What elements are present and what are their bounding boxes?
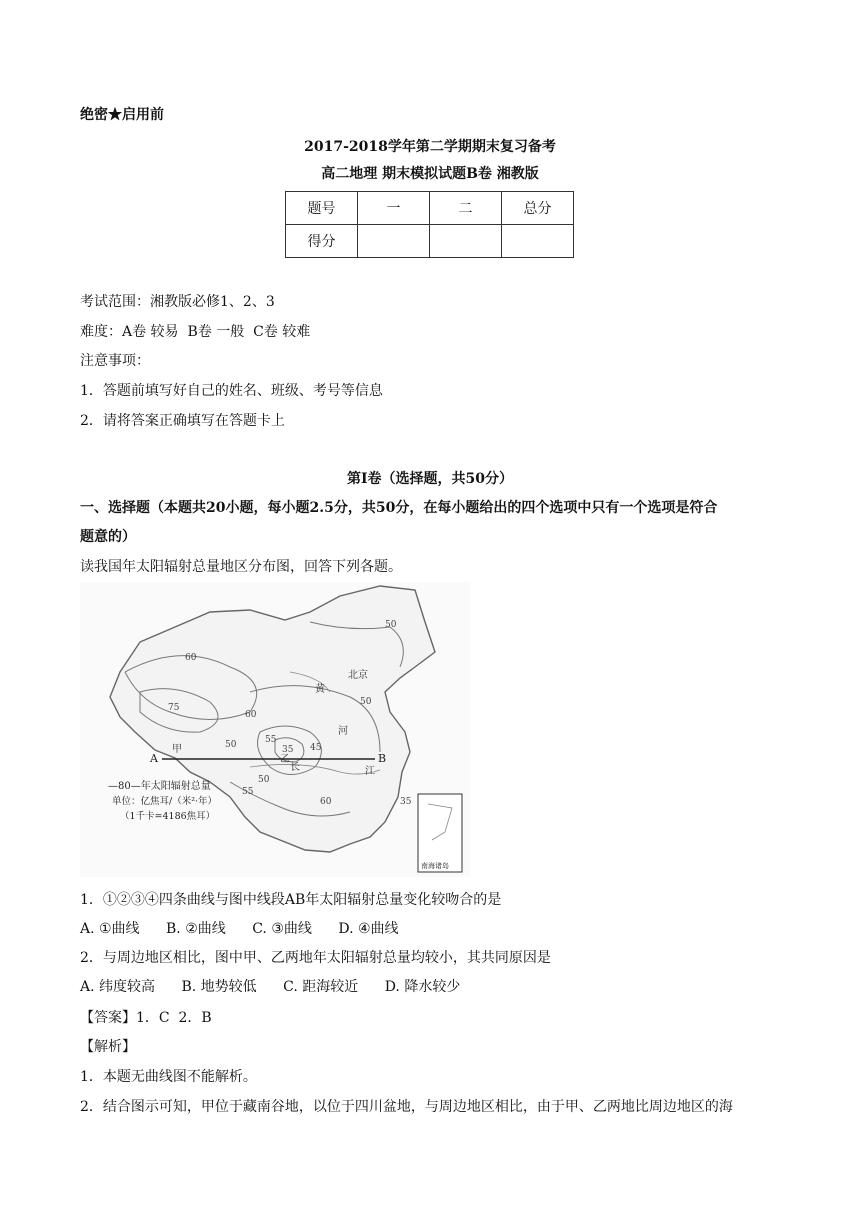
option-d: D. ④曲线 (338, 921, 399, 937)
contour-value: 60 (320, 797, 332, 807)
question-2-options (80, 976, 482, 996)
map-label-jia: 甲 (172, 744, 182, 755)
contour-value: 45 (310, 743, 322, 753)
section-heading: 题意的） (80, 529, 136, 545)
table-cell (430, 225, 502, 258)
contour-value: 60 (185, 653, 197, 663)
analysis-title: 【解析】 (80, 1039, 136, 1055)
contour-value: 35 (400, 797, 412, 807)
table-cell: 一 (358, 192, 430, 225)
question-intro: 读我国年太阳辐射总量地区分布图，回答下列各题。 (80, 559, 402, 575)
section-title: 第I卷（选择题，共50分） (346, 471, 514, 487)
contour-value: 35 (282, 745, 294, 755)
analysis-item: 2．结合图示可知，甲位于藏南谷地，以位于四川盆地，与周边地区相比，由于甲、乙两地比周边地区的海 (80, 1099, 733, 1115)
map-label-jiang: 江 (365, 766, 375, 777)
contour-value: 50 (225, 740, 237, 750)
option-a: A. 纬度较高 (80, 979, 156, 995)
table-row (286, 225, 574, 258)
contour-value: 75 (168, 703, 180, 713)
map-label-a: A (150, 752, 158, 765)
contour-value: 50 (360, 697, 372, 707)
contour-value: 50 (258, 775, 270, 785)
contour-value: 55 (265, 735, 277, 745)
option-b: B. 地势较低 (181, 979, 257, 995)
contour-value: 60 (245, 710, 257, 720)
score-table (285, 191, 574, 258)
option-b: B. ②曲线 (166, 921, 226, 937)
doc-title: 2017-2018学年第二学期期末复习备考 (304, 139, 556, 155)
option-c: C. 距海较近 (283, 979, 359, 995)
table-cell (502, 225, 574, 258)
map-label-b: B (378, 752, 387, 765)
map-label-he: 河 (338, 726, 348, 737)
secret-mark: 绝密★启用前 (80, 107, 164, 123)
contour-value: 50 (385, 620, 397, 630)
inset-label: 南海诸岛 (421, 862, 449, 870)
table-row (286, 192, 574, 225)
answer-line: 【答案】1．C 2．B (80, 1010, 212, 1026)
map-legend-unit: 单位：亿焦耳/（米²·年） (112, 796, 218, 807)
question-1-options (80, 918, 421, 938)
question-2: 2．与周边地区相比，图中甲、乙两地年太阳辐射总量均较小，其共同原因是 (80, 950, 551, 966)
notice-item: 2．请将答案正确填写在答题卡上 (80, 413, 285, 429)
contour-value: 55 (242, 787, 254, 797)
map-label-yi: 乙 (280, 754, 290, 765)
notice-title: 注意事项： (80, 353, 150, 369)
analysis-item: 1．本题无曲线图不能解析。 (80, 1069, 257, 1085)
option-c: C. ③曲线 (252, 921, 312, 937)
doc-subtitle: 高二地理 期末模拟试题B卷 湘教版 (321, 166, 539, 182)
map-legend-title: —80—年太阳辐射总量 (108, 781, 211, 792)
table-cell: 题号 (286, 192, 358, 225)
question-1: 1．①②③④四条曲线与图中线段AB年太阳辐射总量变化较吻合的是 (80, 892, 502, 908)
option-a: A. ①曲线 (80, 921, 140, 937)
option-d: D. 降水较少 (384, 979, 461, 995)
table-cell (358, 225, 430, 258)
table-cell: 二 (430, 192, 502, 225)
solar-radiation-map (80, 582, 470, 877)
table-cell: 总分 (502, 192, 574, 225)
map-legend-note: （1千卡=4186焦耳） (120, 811, 216, 822)
exam-scope: 考试范围：湘教版必修1、2、3 (80, 294, 275, 310)
map-label-beijing: 北京 (348, 670, 368, 681)
map-label-chang: 长 (290, 762, 300, 773)
difficulty: 难度：A卷 较易 B卷 一般 C卷 较难 (80, 324, 311, 340)
notice-item: 1．答题前填写好自己的姓名、班级、考号等信息 (80, 383, 383, 399)
map-label-huang: 黄 (315, 684, 325, 695)
china-map-figure (80, 582, 470, 877)
table-cell: 得分 (286, 225, 358, 258)
section-heading: 一、选择题（本题共20小题，每小题2.5分，共50分，在每小题给出的四个选项中只有一个选项是符合 (80, 500, 718, 516)
